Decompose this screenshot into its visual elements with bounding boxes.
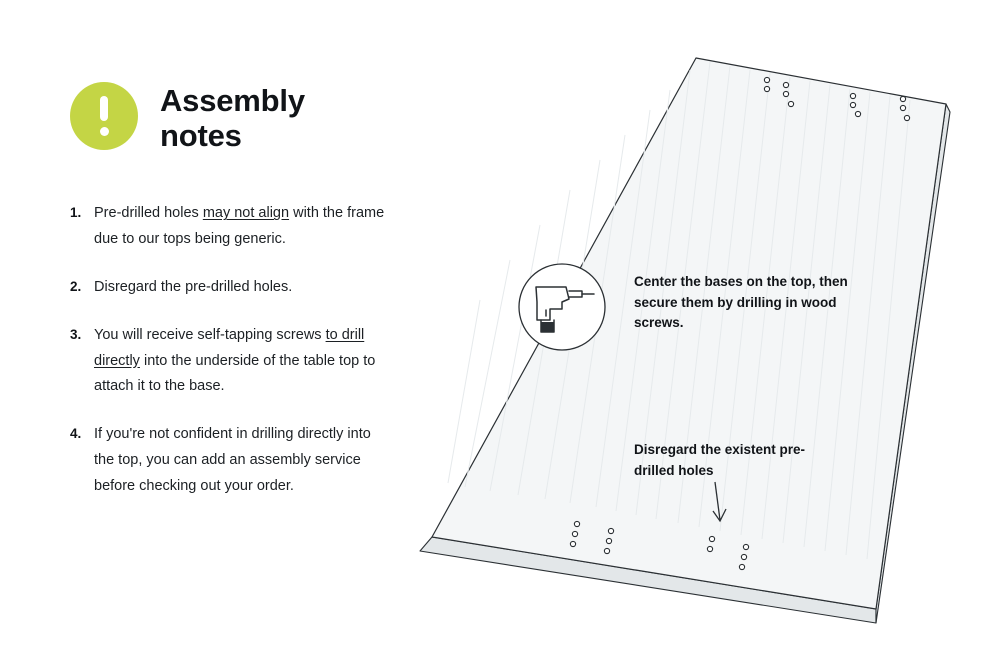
note-text: You will receive self-tapping screws to drill directly into the underside of the table top to attach it to the base. [94, 326, 376, 395]
drill-battery [541, 322, 554, 332]
note-number: 2. [70, 279, 82, 295]
note-text: If you're not confident in drilling directly into the top, you can add an assembly service before checking out your order. [94, 426, 371, 494]
drill-icon [519, 264, 605, 350]
note-number: 4. [70, 426, 82, 442]
page-title: Assembly notes [160, 83, 305, 153]
note-number: 3. [70, 326, 82, 342]
callout-center-bases: Center the bases on the top, then secure them by drilling in wood screws. [634, 274, 848, 331]
list-item [70, 323, 430, 400]
callout-disregard-holes: Disregard the existent pre-drilled holes [634, 442, 806, 478]
note-text: Pre-drilled holes may not align with the frame due to our tops being generic. [94, 205, 385, 248]
notes-list [70, 201, 430, 499]
note-number: 1. [70, 205, 82, 221]
list-item [70, 201, 430, 253]
list-item [70, 422, 430, 499]
note-text: Disregard the pre-drilled holes. [94, 279, 293, 296]
exclamation-icon [70, 82, 138, 150]
notes-header [70, 82, 430, 153]
list-item [70, 275, 430, 301]
exclamation-glyph [99, 96, 109, 136]
table-top-illustration [410, 0, 1001, 667]
assembly-notes-panel [70, 82, 430, 522]
